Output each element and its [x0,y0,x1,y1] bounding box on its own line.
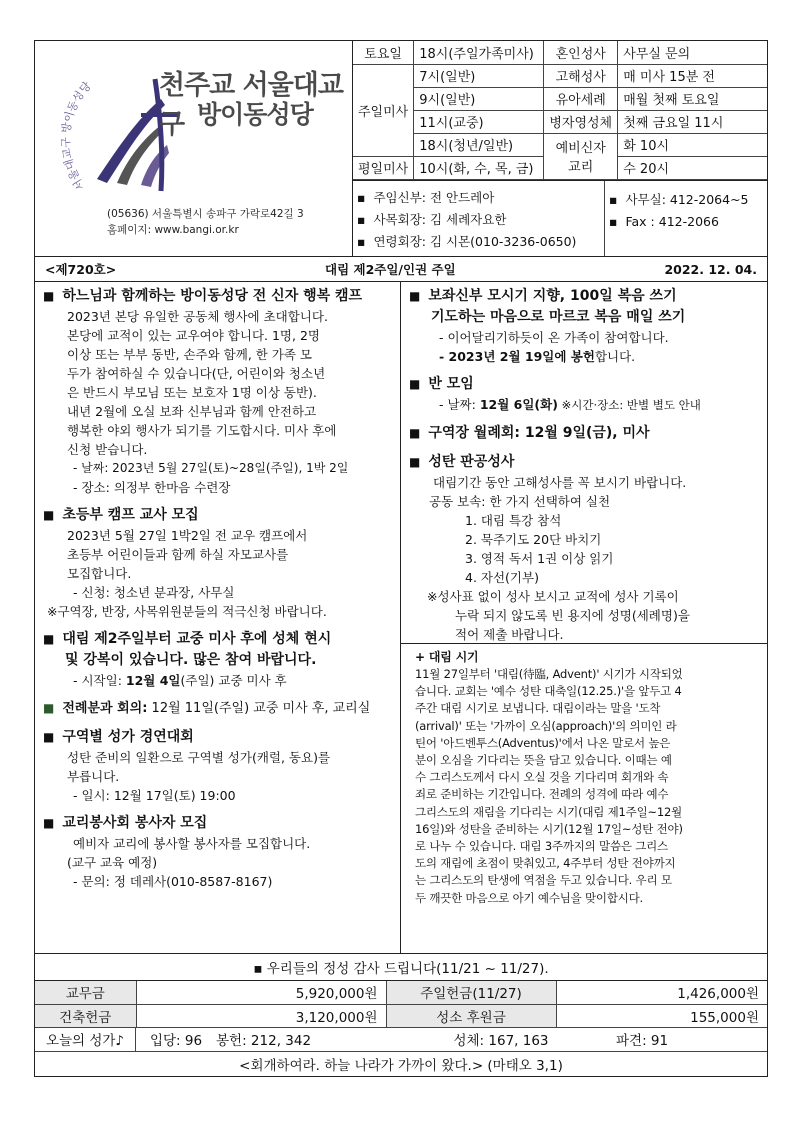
gospel-line-1: - 이어달리기하듯이 온 가족이 참여합니다. [439,330,669,345]
left-column [35,282,401,953]
camp-title: 하느님과 함께하는 방이동성당 전 신자 행복 캠프 [62,288,363,304]
camp-line: 은 반드시 부모님 또는 보호자 1명 이상 동반). [67,385,317,400]
confession-line: 대림기간 동안 고해성사를 꼭 보시기 바랍니다. [433,475,687,490]
office-phone: ▪ 사무실: 412-2064~5 [609,189,767,211]
sunday-mass-3: 11시(교중) [414,110,544,133]
advent-line: 도의 재림에 초점이 맞춰있고, 4주부터 성탄 전야까지 [415,856,676,871]
sunday-offering-label: 주일헌금(11/27) [386,981,556,1004]
advent-line: 죄로 준비하는 기간입니다. 전례의 성격에 따라 예수 [415,787,669,802]
hymn-entrance: 입당: 96 [149,1033,203,1049]
hymn-offertory: 봉헌: 212, 342 [216,1033,312,1049]
confession-title: 성탄 판공성사 [428,454,515,470]
elders-head: ▪ 연령회장: 김 시몬(010-3236-0650) [357,231,604,253]
council-head: ▪ 사목회장: 김 세례자요한 [357,209,604,231]
camp-line: 이상 또는 부부 동반, 손주와 함께, 한 가족 모 [67,347,313,362]
fax: ▪ Fax : 412-2066 [609,211,767,233]
choir-section [43,727,394,805]
adoration-title-2: 및 강복이 있습니다. 많은 참여 바랍니다. [65,652,317,668]
adoration-title-1: 대림 제2주일부터 교중 미사 후에 성체 현시 [62,631,332,647]
camp-place: - 장소: 의정부 한마음 수련장 [73,480,231,495]
square-bullet-icon: ■ [409,377,421,391]
ban-title: 반 모임 [428,376,474,392]
sat-mass: 18시(주일가족미사) [414,41,544,64]
penance-note-2: 누락 되지 않도록 빈 용지에 성명(세례명)을 [455,608,690,623]
hymn-communion: 성체: 167, 163 [453,1033,549,1049]
adoration-section [43,629,394,690]
square-bullet-icon: ■ [43,289,55,303]
logo-area [35,41,353,256]
catechumen-value-1: 화 10시 [618,133,767,156]
right-top [401,282,767,644]
ban-date: - 날짜: 12월 6일(화) ※시간·장소: 반별 별도 안내 [439,397,701,412]
catechumen-label-2: 교리 [568,160,594,175]
sick-value: 첫째 금요일 11시 [618,110,767,133]
staff-left [353,181,605,257]
advent-title: + 대림 시기 [415,650,479,664]
staff-right [605,181,767,257]
camp-section [43,286,394,497]
gospel-title-2: 기도하는 마음으로 마르코 복음 매일 쓰기 [431,309,686,325]
advent-line: 주간 대림 시기로 보냅니다. 대림이라는 말을 '도착 [415,701,661,716]
liturgy-detail: 12월 11일(주일) 교중 미사 후, 교리실 [147,701,371,716]
scripture-quote: <회개하여라. 하늘 나라가 가까이 왔다.> (마태오 3,1) [239,1057,563,1074]
gospel-title-1: 보좌신부 모시기 지향, 100일 복음 쓰기 [428,288,677,304]
advent-line: 두 깨끗한 마음으로 아기 예수님을 맞이합시다. [415,890,644,905]
confession-value: 매 미사 15분 전 [618,64,767,87]
church-fee-amount: 5,920,000원 [136,981,386,1004]
district-title: 구역장 월례회: 12월 9일(금), 미사 [428,425,650,441]
vocation-support-amount: 155,000원 [556,1004,767,1027]
teacher-line: 초등부 어린이들과 함께 하실 자모교사를 [67,547,289,562]
square-bullet-icon: ■ [409,426,421,440]
catechism-line: (교구 교육 예정) [67,855,158,870]
teacher-line: 2023년 5월 27일 1박2일 전 교우 캠프에서 [67,528,308,543]
teacher-note: ※구역장, 반장, 사목위원분들의 적극신청 바랍니다. [47,604,327,619]
svg-text:서울대교구 방이동성당 [59,78,94,192]
teacher-section [43,505,394,621]
advent-line: 그리스도의 재림을 기다리는 시기(대림 제1주일~12월 [415,804,683,819]
camp-line: 내년 2월에 오실 보좌 신부님과 함께 안전하고 [67,404,317,419]
finance-table [35,981,767,1028]
logo-title-line1: 천주교 서울대교구 [159,70,343,140]
square-bullet-icon: ■ [409,455,421,469]
penance-note-1: ※성사표 없이 성사 보시고 교적에 성사 기록이 [427,589,679,604]
advent-box [401,644,767,907]
staff-info [353,180,767,257]
advent-line: 습니다. 교회는 '예수 성탄 대축일(12.25.)'을 앞두고 4 [415,684,682,699]
gospel-line-2: - 2023년 2월 19일에 봉헌합니다. [439,349,636,364]
building-fund-amount: 3,120,000원 [136,1004,386,1027]
advent-line: 분이 오심을 기다리는 뜻을 담고 있습니다. 이때는 예 [415,753,672,768]
gospel-section [409,286,761,366]
sunday-mass-4: 18시(청년/일반) [414,133,544,156]
camp-line: 행복한 야외 행사가 되기를 기도합시다. 미사 후에 [67,423,337,438]
sick-label: 병자영성체 [544,110,618,133]
sat-label: 토요일 [353,41,414,64]
teacher-line: 모집합니다. [67,566,132,581]
catechism-contact: - 문의: 정 데레사(010-8587-8167) [73,874,273,889]
weekday-mass: 10시(화, 수, 목, 금) [414,156,544,179]
weekday-label: 평일미사 [353,156,414,179]
square-bullet-icon: ■ [43,816,55,830]
camp-line: 두가 참여하실 수 있습니다(단, 어린이와 청소년 [67,366,326,381]
issue-title: 대림 제2주일/인권 주일 [325,262,456,277]
vocation-support-label: 성소 후원금 [386,1004,556,1027]
building-fund-label: 건축헌금 [35,1004,136,1027]
issue-bar [35,257,767,282]
liturgy-section [43,698,394,719]
advent-line: (arrival)' 또는 '가까이 오심(approach)'의 의미인 라 [415,718,677,733]
bulletin-page [34,40,768,1077]
catechism-line: 예비자 교리에 봉사할 봉사자를 모집합니다. [73,836,311,851]
homepage: 홈페이지: www.bangi.or.kr [107,224,239,236]
adoration-start: - 시작일: 12월 4일(주일) 교중 미사 후 [73,673,287,688]
advent-line: 11월 27일부터 '대림(待臨, Advent)' 시기가 시작되었 [415,667,683,681]
advent-line: 16일)와 성탄을 준비하는 시기(12월 17일~성탄 전야) [415,821,683,836]
advent-line: 는 그리스도의 탄생에 역점을 두고 있습니다. 우리 모 [415,873,672,888]
advent-line: 로 나누 수 있습니다. 대림 3주까지의 말씀은 그리스 [415,839,668,854]
penance-item: 2. 묵주기도 20단 바치기 [465,532,602,547]
teacher-title: 초등부 캠프 교사 모집 [62,507,199,523]
issue-number: <제720호> [45,262,117,277]
camp-line: 신청 받습니다. [67,442,148,457]
hymn-label: 오늘의 성가♪ [35,1028,136,1051]
penance-item: 1. 대림 특강 참석 [465,513,562,528]
penance-item: 3. 영적 독서 1권 이상 읽기 [465,551,614,566]
marriage-value: 사무실 문의 [618,41,767,64]
right-column [401,282,767,953]
schedule-area [353,41,767,256]
choir-line: 성탄 준비의 일환으로 구역별 성가(캐럴, 동요)를 [67,750,331,765]
issue-date: 2022. 12. 04. [664,261,757,277]
penance-intro: 공동 보속: 한 가지 선택하여 실천 [429,494,611,509]
district-section [409,423,761,444]
logo-title-line2: 방이동성당 [197,100,313,129]
address: (05636) 서울특별시 송파구 가락로42길 3 [107,208,304,220]
camp-line: 2023년 본당 유일한 공동체 행사에 초대합니다. [67,309,328,324]
infant-value: 매월 첫째 토요일 [618,87,767,110]
square-bullet-icon: ■ [43,632,55,646]
body [35,282,767,954]
choir-line: 부릅니다. [67,769,120,784]
marriage-label: 혼인성사 [544,41,618,64]
square-bullet-icon: ■ [409,289,421,303]
camp-line: 본당에 교적이 있는 교우여야 합니다. 1명, 2명 [67,328,320,343]
infant-label: 유아세례 [544,87,618,110]
advent-line: 수 그리스도께서 다시 오실 것을 기다리며 회개와 속 [415,770,669,785]
penance-note-3: 적어 제출 바랍니다. [455,627,564,642]
camp-date: - 날짜: 2023년 5월 27일(토)~28일(주일), 1박 2일 [73,461,349,475]
penance-item: 4. 자선(기부) [465,570,539,585]
catechism-section [43,813,394,891]
square-bullet-icon: ■ [43,701,55,715]
confession-label: 고해성사 [544,64,618,87]
catechism-title: 교리봉사회 봉사자 모집 [62,815,208,831]
square-bullet-icon: ■ [43,730,55,744]
logo-arc-text: 서울대교구 방이동성당 [59,79,94,193]
sunday-offering-amount: 1,426,000원 [556,981,767,1004]
teacher-apply: - 신청: 청소년 분과장, 사무실 [73,585,235,600]
choir-title: 구역별 성가 경연대회 [62,729,194,745]
sunday-mass-2: 9시(일반) [414,87,544,110]
catechumen-label [544,133,618,179]
thanks-line: ▪ 우리들의 정성 감사 드립니다(11/21 ~ 11/27). [35,954,767,981]
confession-section [409,452,761,644]
ban-section [409,374,761,415]
hymn-dismissal: 파견: 91 [616,1033,669,1049]
header [35,41,767,257]
advent-line: 틴어 '아드벤투스(Adventus)'에서 나온 말로서 높은 [415,735,671,750]
pastor: ▪ 주임신부: 전 안드레아 [357,187,604,209]
square-bullet-icon: ■ [43,508,55,522]
sunday-label: 주일미사 [353,64,414,156]
mass-schedule-table [353,41,767,180]
sunday-mass-1: 7시(일반) [414,64,544,87]
choir-date: - 일시: 12월 17일(토) 19:00 [73,788,236,803]
address-block [107,206,304,238]
catechumen-value-2: 수 20시 [618,156,767,179]
church-fee-label: 교무금 [35,981,136,1004]
hymn-row [35,1028,767,1052]
catechumen-label-1: 예비신자 [555,141,606,156]
liturgy-label: 전례분과 회의: [62,701,148,716]
